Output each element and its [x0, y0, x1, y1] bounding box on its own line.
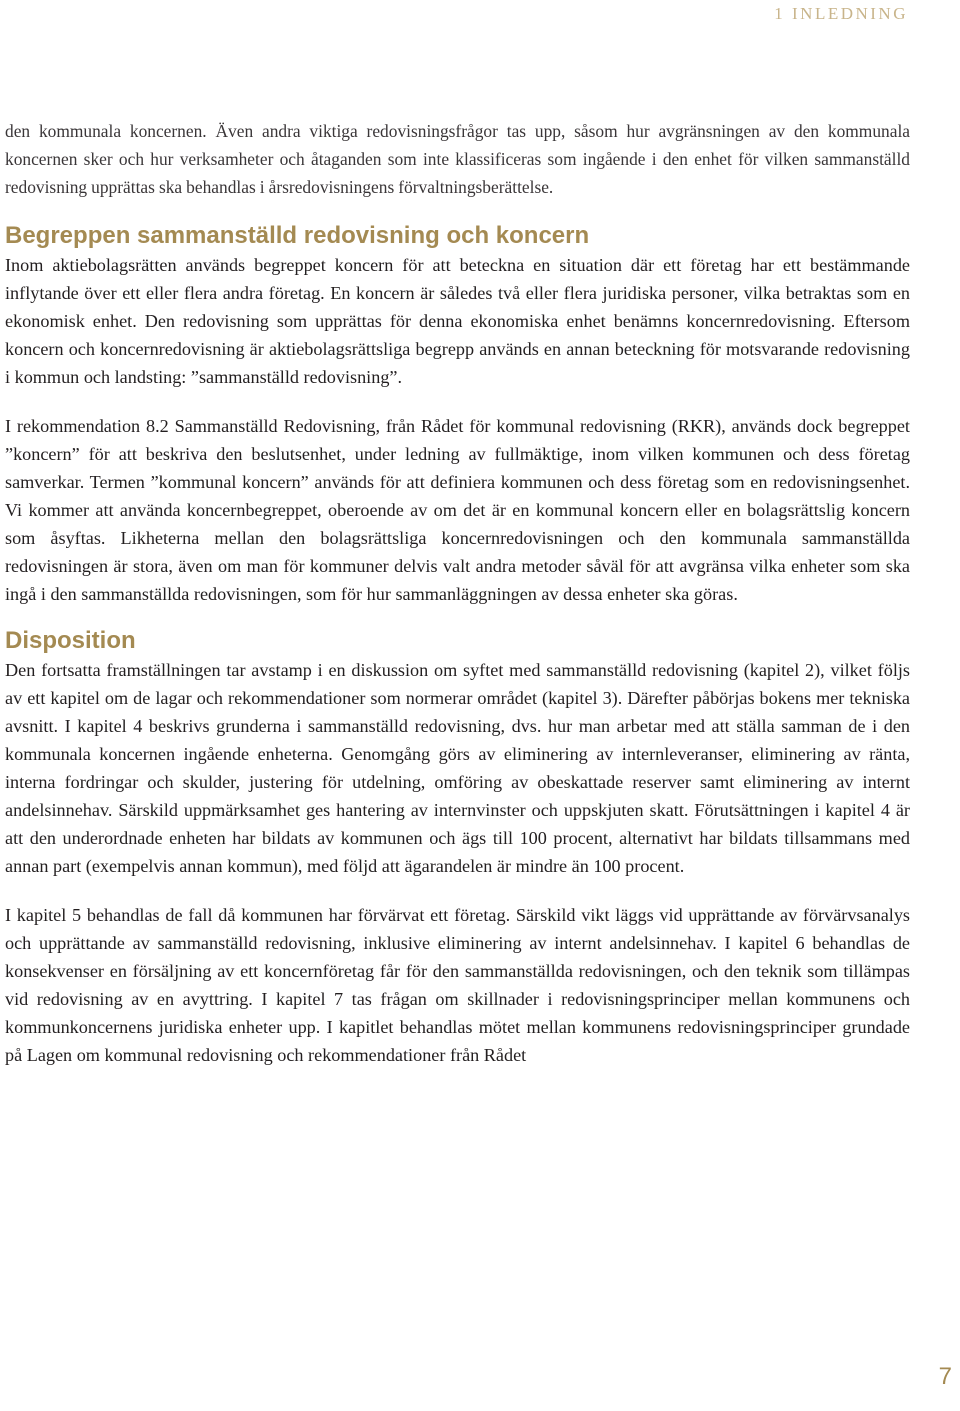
intro-paragraph: den kommunala koncernen. Även andra viktiga redovisningsfrågor tas upp, såsom hur avgränsningen av den kommunala koncernen sker och hur verksamheter och åtaganden som inte klassificeras som ingående i den enhet för vilken sammanställd redovisning upprättas ska behandlas i årsredovisningens förvaltningsberättelse.	[5, 121, 910, 197]
page-body	[5, 117, 910, 1069]
section1-paragraph-2: I rekommendation 8.2 Sammanställd Redovisning, från Rådet för kommunal redovisning (RKR), används dock begreppet ”koncern” för att beskriva den beslutsenhet, under ledning av fullmäktige, inom vilken kommunen och dess företag samverkar. Termen ”kommunal koncern” används för att definiera kommunen och dess företag som en redovisningsenhet. Vi kommer att använda koncernbegreppet, oberoende av om det är en kommunal koncern eller en bolagsrättslig koncern som åsyftas. Likheterna mellan den bolagsrättsliga koncernredovisningen och den kommunala sammanställda redovisningen är stora, även om man för kommuner delvis valt andra metoder såväl för att avgränsa vilka enheter som ska ingå i den sammanställda redovisningen, som för hur sammanläggningen av dessa enheter ska göras.	[5, 416, 910, 604]
section2-paragraph-2: I kapitel 5 behandlas de fall då kommunen har förvärvat ett företag. Särskild vikt läggs vid upprättande av förvärvsanalys och upprättande av sammanställd redovisning, inklusive eliminering av internt andelsinnehav. I kapitel 6 behandlas de konsekvenser en försäljning av ett koncernföretag får för den sammanställda redovisningen, och den teknik som tillämpas vid redovisning av en avyttring. I kapitel 7 tas frågan om skillnader i redovisningsprinciper mellan kommunens och kommunkoncernens juridiska enheter upp. I kapitlet behandlas mötet mellan kommunens redovisningsprinciper grundade på Lagen om kommunal redovisning och rekommendationer från Rådet	[5, 905, 910, 1065]
intro-section	[5, 117, 910, 201]
section1-paragraph-1: Inom aktiebolagsrätten används begreppet koncern för att beteckna en situation där ett företag har ett bestämmande inflytande över ett eller flera andra företag. En koncern är således två eller flera juridiska personer, vilka betraktas som en ekonomisk enhet. Den redovisning som upprättas för denna ekonomiska enhet benämns koncernredovisning. Eftersom koncern och koncernredovisning är aktiebolagsrättsliga begrepp används en annan beteckning för motsvarande redovisning i kommun och landsting: ”sammanställd redovisning”.	[5, 255, 910, 387]
section-heading-disposition: Disposition	[5, 627, 136, 654]
page-number: 7	[938, 1363, 952, 1390]
section2-paragraph-1: Den fortsatta framställningen tar avstamp i en diskussion om syftet med sammanställd redovisning (kapitel 2), vilket följs av ett kapitel om de lagar och rekommendationer som normerar området (kapitel 3). Därefter påbörjas bokens mer tekniska avsnitt. I kapitel 4 beskrivs grunderna i sammanställd redovisning, dvs. hur man arbetar med att ställa samman de i den kommunala koncernen ingående enheterna. Genomgång görs av eliminering av internleveranser, eliminering av ränta, interna fordringar och skulder, justering för utdelning, omföring av obeskattade reserver samt eliminering av internt andelsinnehav. Särskild uppmärksamhet ges hantering av internvinster och uppskjuten skatt. Förutsättningen i kapitel 4 är att den underordnade enheten har bildats av kommunen och ägs till 100 procent, alternativt har bildats tillsammans med annan part (exempelvis annan kommun), med följd att ägarandelen är mindre än 100 procent.	[5, 660, 910, 876]
section-heading-begreppen: Begreppen sammanställd redovisning och koncern	[5, 222, 590, 249]
running-header: 1 INLEDNING	[774, 4, 908, 23]
